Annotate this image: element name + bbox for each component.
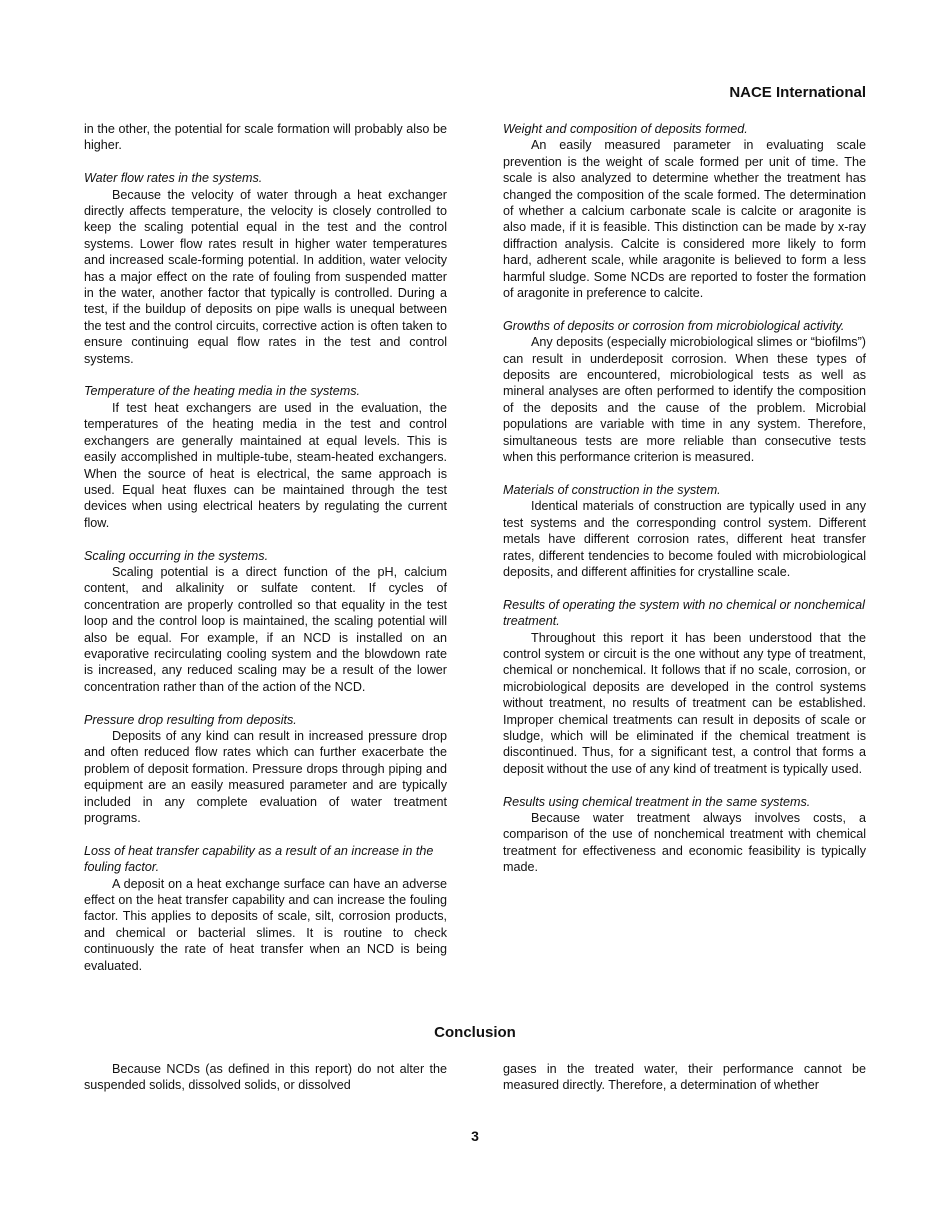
section-title: Temperature of the heating media in the systems. xyxy=(84,384,361,399)
section-title: Results of operating the system with no chemical or nonchemical treatment. xyxy=(503,597,865,629)
conclusion-left-text: Because NCDs (as defined in this report) do not alter the suspended solids, dissolved solids, or dissolved xyxy=(84,1062,447,1093)
section-microbiological xyxy=(503,318,866,466)
section-deposit-weight xyxy=(503,121,866,301)
section-title: Water flow rates in the systems. xyxy=(84,171,263,186)
section-title: Results using chemical treatment in the same systems. xyxy=(503,794,811,809)
section-materials xyxy=(503,482,866,580)
page-number: 3 xyxy=(471,1128,479,1144)
section-body: Scaling potential is a direct function of the pH, calcium content, and alkalinity or sulfate content. If cycles of concentration are properly controlled so that equality in the test loop and the control loop is maintained, the scaling potential will also be equal. For example, if an NCD is installed on an evaporative recirculating cooling system and the blowdown rate is increased, any reduced scaling may be a result of the lower concentration rather than of the action of the NCD. xyxy=(84,564,447,694)
section-title: Weight and composition of deposits formed. xyxy=(503,122,748,136)
section-body: Throughout this report it has been understood that the control system or circuit is the one without any type of treatment, chemical or nonchemical. It follows that if no scale, corrosion, or microbiological deposits are developed in the control systems without treatment, no results of treatment can be established. Improper chemical treatments can result in deposits of scale or sludge, which will be eliminated if the chemical treatment is discontinued. Thus, for a significant test, a control that forms a deposit without the use of any kind of treatment is typically used. xyxy=(503,630,866,776)
left-intro-paragraph: in the other, the potential for scale formation will probably also be higher. xyxy=(84,122,447,153)
section-heat-transfer xyxy=(84,843,447,974)
section-heating-media xyxy=(84,383,447,531)
section-title: Scaling occurring in the systems. xyxy=(84,548,269,563)
section-pressure-drop xyxy=(84,712,447,827)
section-water-flow xyxy=(84,170,447,367)
section-chemical-treatment xyxy=(503,794,866,876)
section-body: Any deposits (especially microbiological slimes or “biofilms”) can result in underdeposit corrosion. When these types of deposits are encountered, microbiological tests as well as mineral analyses are often performed to identify the composition of the deposits and the cause of the problem. Microbial populations are variable with time in any system. Therefore, simultaneous tests are more reliable than consecutive tests when this performance criterion is measured. xyxy=(503,335,866,465)
section-body: Because water treatment always involves costs, a comparison of the use of nonchemical treatment with chemical treatment for effectiveness and economic feasibility is typically made. xyxy=(503,811,866,875)
page-header-org: NACE International xyxy=(729,84,866,101)
section-title: Loss of heat transfer capability as a result of an increase in the fouling factor. xyxy=(84,843,434,875)
section-title: Growths of deposits or corrosion from microbiological activity. xyxy=(503,318,845,333)
section-body: A deposit on a heat exchange surface can have an adverse effect on the heat transfer capability and can increase the fouling factor. This applies to deposits of scale, silt, corrosion products, and chemical or bacterial slimes. It is routine to check continuously the rate of heat transfer when an NCD is being evaluated. xyxy=(84,876,447,973)
right-column xyxy=(503,121,866,892)
left-column xyxy=(84,121,447,990)
section-body: Deposits of any kind can result in increased pressure drop and often reduced flow rates which can further exacerbate the problem of deposit formation. Pressure drops through piping and equipment are an easily measured parameter and are typically included in any complete evaluation of water treatment programs. xyxy=(84,728,447,825)
conclusion-right-text: gases in the treated water, their performance cannot be measured directly. Therefore, a determination of whether xyxy=(503,1062,866,1093)
section-body: Because the velocity of water through a heat exchanger directly affects temperature, the velocity is closely controlled to keep the scaling potential equal in the test and the control systems. Lower flow rates result in higher water temperatures and increased scale-forming potential. In addition, water velocity has a major effect on the rate of fouling from suspended matter in the water, another factor that typically is controlled. During a test, if the buildup of deposits on pipe walls is unequal between the test and the control circuits, corrective action is often taken to ensure continuing equal flow rates in the test and control systems. xyxy=(84,187,447,366)
section-title: Pressure drop resulting from deposits. xyxy=(84,712,297,727)
section-no-treatment xyxy=(503,597,866,777)
conclusion-heading: Conclusion xyxy=(434,1024,516,1041)
section-body: An easily measured parameter in evaluating scale prevention is the weight of scale formed per unit of time. The scale is also analyzed to determine whether the treatment has changed the composition of the scale formed. The determination of whether a calcium carbonate scale is calcite or aragonite is also made, if it is feasible. This distinction can be made by x-ray diffraction analysis. Calcite is considered more likely to form hard, adherent scale, while aragonite is believed to form a less harmful sludge. Some NCDs are reported to foster the formation of aragonite in preference to calcite. xyxy=(503,138,866,301)
section-body: Identical materials of construction are typically used in any test systems and the corresponding control system. Different metals have different corrosion rates, different heat transfer rates, different tendencies to become fouled with microbiological deposits, and different affinities for crystalline scale. xyxy=(503,499,866,579)
section-body: If test heat exchangers are used in the evaluation, the temperatures of the heating media in the test and control exchangers are generally maintained at equal levels. This is easily accomplished in multiple-tube, steam-heated exchangers. When the source of heat is electrical, the same approach is used. Equal heat fluxes can be maintained through the test devices when using electrical heaters by regulating the current flow. xyxy=(84,400,447,530)
section-scaling xyxy=(84,548,447,696)
section-title: Materials of construction in the system. xyxy=(503,482,721,497)
